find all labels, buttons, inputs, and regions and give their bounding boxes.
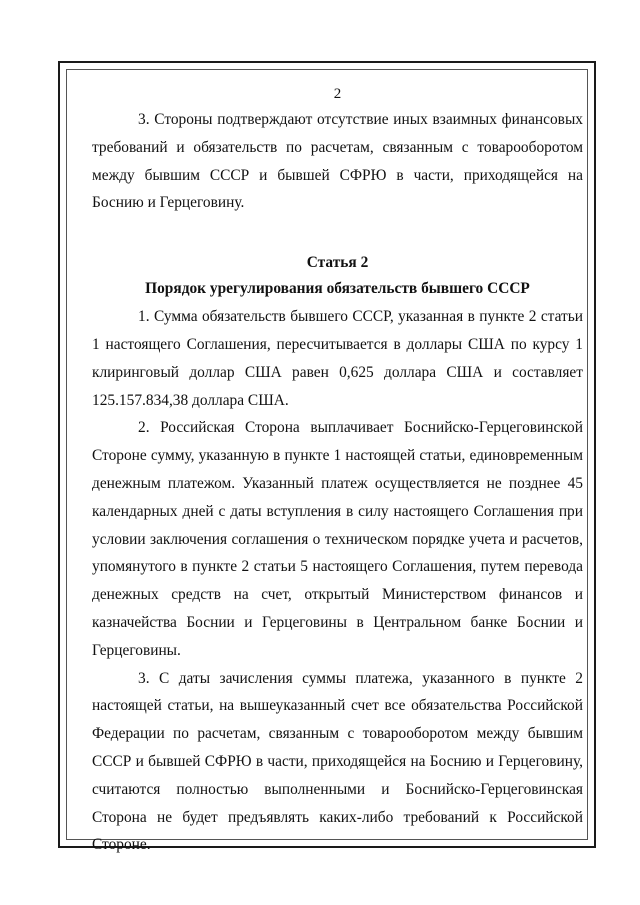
paragraph-article-clause-1: 1. Сумма обязательств бывшего СССР, указанная в пункте 2 статьи 1 настоящего Соглашения, пересчитывается в доллары США по курсу 1 клиринговый доллар США равен 0,625 доллара США и составляет 125.157.834,38 доллара США. [92, 308, 583, 409]
article-title-heading: Порядок урегулирования обязательств бывшего СССР [145, 280, 530, 298]
article-number-heading: Статья 2 [306, 254, 369, 272]
paragraph-clause-3-top: 3. Стороны подтверждают отсутствие иных взаимных финансовых требований и обязательств по расчетам, связанным с товарооборотом между бывшим СССР и бывшей СФРЮ в части, приходящейся на Боснию и Герцеговину. [92, 111, 583, 212]
document-page-content [92, 84, 583, 859]
paragraph-article-clause-2: 2. Российская Сторона выплачивает Боснийско-Герцеговинской Стороне сумму, указанную в пункте 1 настоящей статьи, единовременным денежным платежом. Указанный платеж осуществляется не позднее 45 календарных дней с даты вступления в силу настоящего Соглашения при условии заключения соглашения о техническом порядке учета и расчетов, упомянутого в пункте 2 статьи 5 настоящего Соглашения, путем перевода денежных средств на счет, открытый Министерством финансов и казначейства Боснии и Герцеговины в Центральном банке Боснии и Герцеговины. [92, 419, 583, 659]
page-number: 2 [333, 86, 342, 102]
paragraph-article-clause-3: 3. С даты зачисления суммы платежа, указанного в пункте 2 настоящей статьи, на вышеуказанный счет все обязательства Российской Федерации по расчетам, связанным с товарооборотом между бывшим СССР и бывшей СФРЮ в части, приходящейся на Боснию и Герцеговину, считаются полностью выполненными и Боснийско-Герцеговинская Сторона не будет предъявлять каких-либо требований к Российской Стороне. [92, 669, 583, 854]
